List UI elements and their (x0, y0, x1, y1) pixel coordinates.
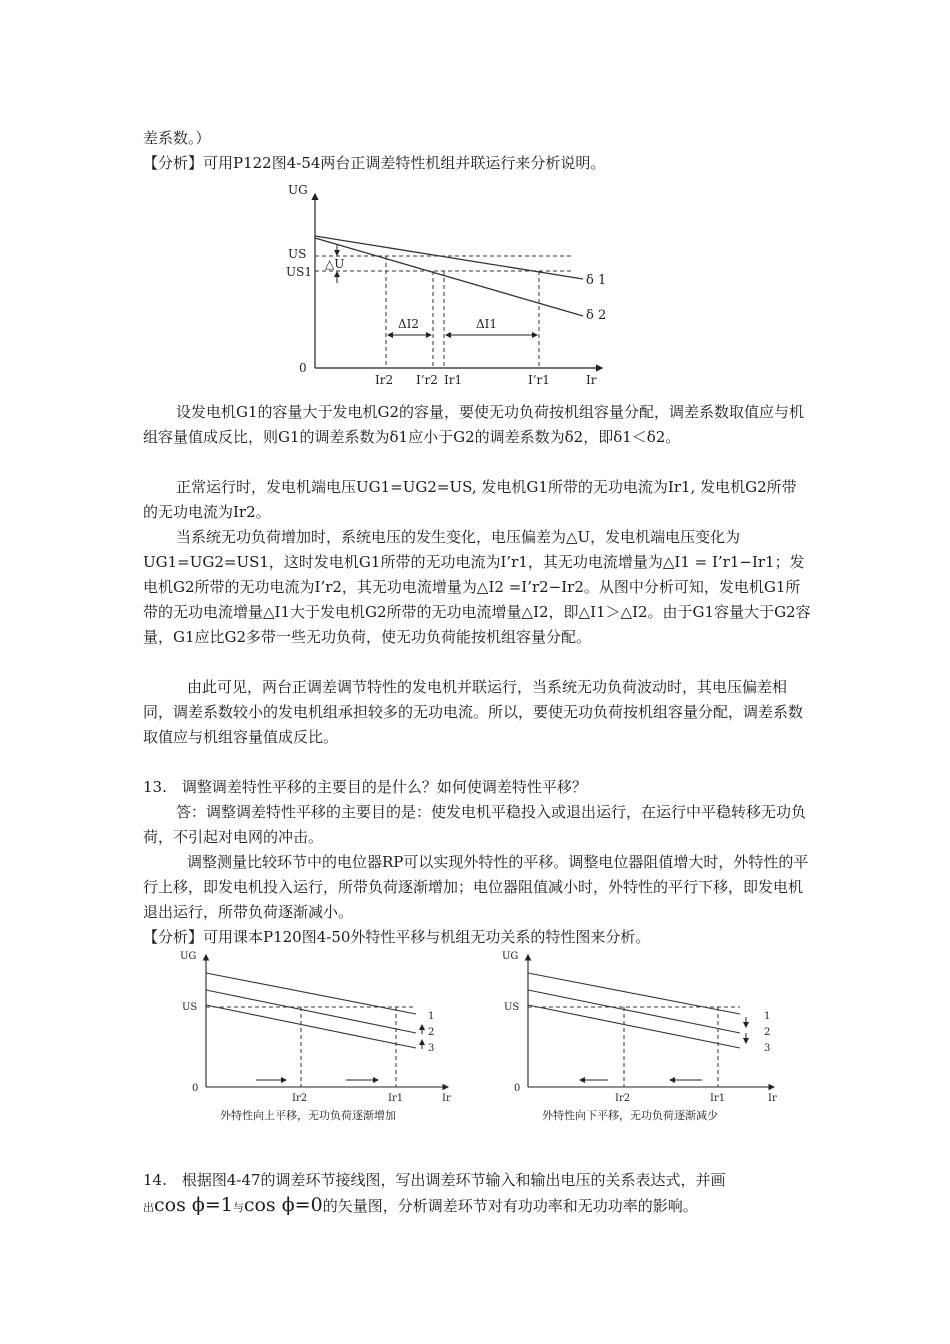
question-13: 13. 调整调差特性平移的主要目的是什么？如何使调差特性平移？ (143, 778, 587, 796)
analysis-note-2: 【分析】可用课本P120图4-50外特性平移与机组无功关系的特性图来分析。 (143, 928, 651, 946)
delta2-label: δ 2 (586, 308, 607, 323)
line-2-label: 2 (428, 1027, 435, 1038)
paragraph-2: 正常运行时，发电机端电压UG1=UG2=US, 发电机G1所带的无功电流为Ir1, 发电机G2所带的无功电流为Ir2。 (143, 478, 797, 521)
x-axis-label: Ir (586, 373, 597, 387)
us-label: US (288, 247, 307, 261)
origin-label: 0 (514, 1083, 521, 1094)
question-14 (143, 1168, 811, 1220)
paragraph-1: 设发电机G1的容量大于发电机G2的容量，要使无功负荷按机组容量分配，调差系数取值应与机组容量值成反比，则G1的调差系数为δ1应小于G2的调差系数为δ2，即δ1＜δ2。 (143, 403, 805, 446)
delta2-line (315, 238, 583, 316)
x-tick-ir1: Ir1 (388, 1093, 404, 1104)
figure-parallel-droop (280, 178, 620, 392)
x-axis-label: Ir (768, 1093, 777, 1104)
origin-label: 0 (192, 1083, 199, 1094)
x-tick-ir2-prime: I’r2 (416, 373, 438, 387)
y-axis-label: UG (502, 951, 519, 962)
figure-shift-up (170, 947, 460, 1132)
delta-u-label: △U (325, 257, 345, 271)
figure-shift-down (490, 947, 790, 1132)
line-1-label: 1 (428, 1011, 435, 1022)
line-2-label: 2 (764, 1027, 771, 1038)
delta-i1-label: ΔI1 (476, 317, 498, 331)
delta-i2-label: ΔI2 (398, 317, 420, 331)
answer-13-part1: 答：调整调差特性平移的主要目的是：使发电机平稳投入或退出运行，在运行中平稳转移无功负荷，不引起对电网的冲击。 (143, 803, 807, 846)
question-14-prefix: 出 (143, 1201, 154, 1214)
char-line-1 (206, 973, 416, 1014)
x-tick-ir2: Ir2 (292, 1093, 308, 1104)
delta1-label: δ 1 (586, 273, 607, 288)
line-3-label: 3 (764, 1043, 771, 1054)
us1-label: US1 (286, 265, 312, 279)
caption-shift-up: 外特性向上平移，无功负荷逐渐增加 (220, 1109, 396, 1122)
y-axis-label: UG (180, 951, 197, 962)
analysis-note-1: 【分析】可用P122图4-54两台正调差特性机组并联运行来分析说明。 (143, 154, 606, 172)
us-label: US (182, 1002, 198, 1013)
cos-phi-1: cos ϕ=1 (154, 1194, 233, 1216)
cos-phi-0: cos ϕ=0 (243, 1194, 323, 1216)
line-3-label: 3 (428, 1043, 435, 1054)
x-tick-ir2: Ir2 (375, 373, 394, 387)
paragraph-continued: 差系数。） (143, 129, 211, 147)
delta1-line (315, 236, 583, 279)
answer-13-part2: 调整测量比较环节中的电位器RP可以实现外特性的平移。调整电位器阻值增大时，外特性的平行上移，即发电机投入运行，所带负荷逐渐增加；电位器阻值减小时，外特性的平行下移，即发电机退出运行，所带负荷逐渐减小。 (143, 853, 809, 921)
line-1-label: 1 (764, 1011, 771, 1022)
caption-shift-down: 外特性向下平移，无功负荷逐渐减少 (542, 1109, 718, 1122)
paragraph-4: 由此可见，两台正调差调节特性的发电机并联运行，当系统无功负荷波动时，其电压偏差相同，调差系数较小的发电机组承担较多的无功电流。所以，要使无功负荷按机组容量分配，调差系数取值应与机组容量值成反比。 (143, 678, 804, 746)
x-tick-ir2: Ir2 (615, 1093, 631, 1104)
paragraph-3: 当系统无功负荷增加时，系统电压的发生变化，电压偏差为△U，发电机端电压变化为UG1=UG2=US1，这时发电机G1所带的无功电流为I’r1，其无功电流增量为△I1 = I’r1−Ir1；发电机G2所带的无功电流为I’r2，其无功电流增量为△I2 =I’r2−Ir2。从图中分析可知，发电机G1所带的无功电流增量△I1大于发电机G2所带的无功电流增量△I2，即△I1＞△I2。由于G1容量大于G2容量，G1应比G2多带一些无功负荷，使无功负荷能按机组容量分配。 (143, 528, 811, 646)
origin-label: 0 (299, 361, 307, 375)
x-tick-ir1: Ir1 (444, 373, 463, 387)
question-14-suffix: 的矢量图，分析调差环节对有功功率和无功功率的影响。 (322, 1197, 698, 1215)
question-14-line1: 14. 根据图4-47的调差环节接线图，写出调差环节输入和输出电压的关系表达式，并画 (143, 1171, 726, 1189)
x-tick-ir1: Ir1 (710, 1093, 726, 1104)
x-axis-label: Ir (442, 1093, 451, 1104)
y-axis-label: UG (288, 183, 308, 197)
us-label: US (504, 1002, 520, 1013)
x-tick-ir1-prime: I’r1 (528, 373, 550, 387)
char-line-1 (528, 973, 740, 1014)
question-14-joiner: 与 (232, 1201, 244, 1214)
